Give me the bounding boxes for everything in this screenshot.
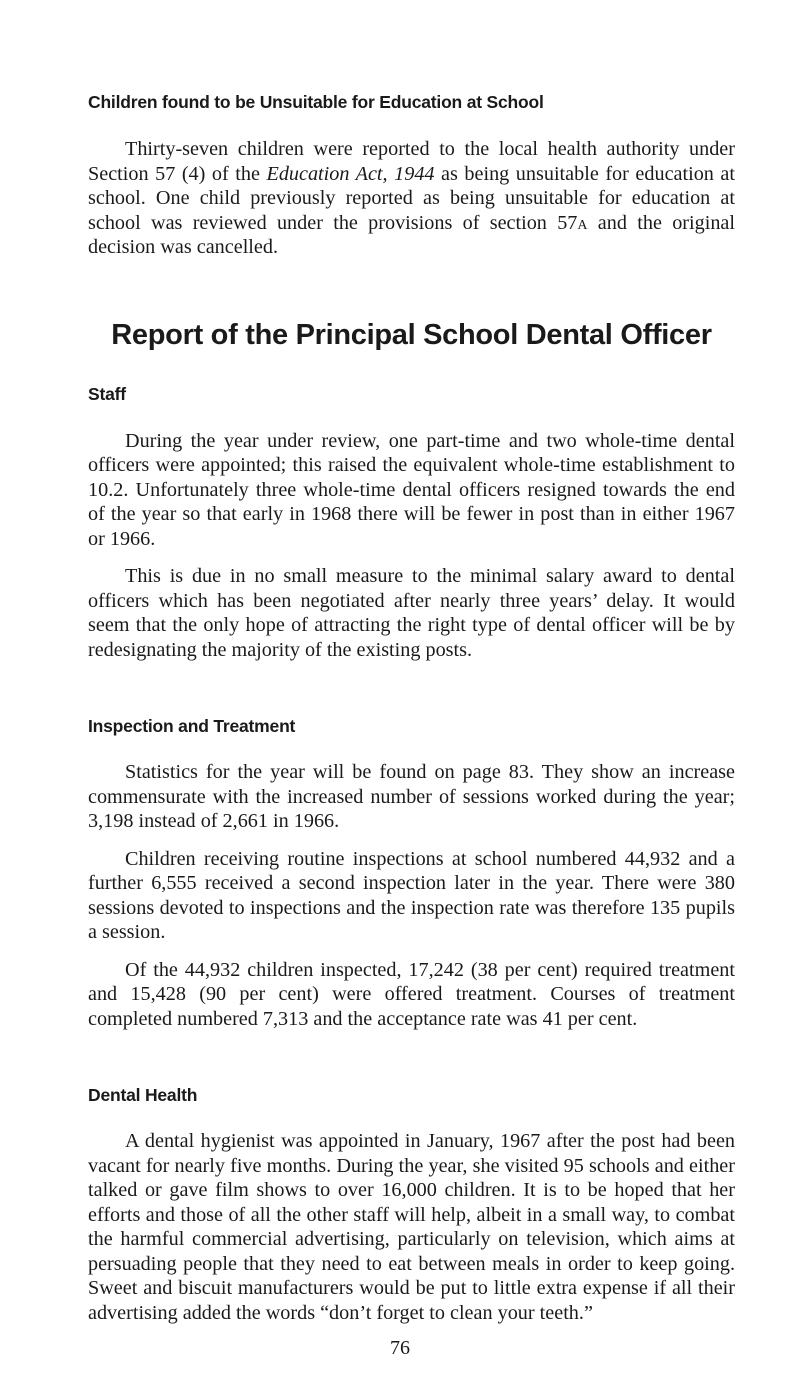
section-heading-dental-health: Dental Health xyxy=(88,1085,198,1105)
section-suffix-small-caps: a xyxy=(577,211,588,234)
paragraph-staff-2: This is due in no small measure to the minimal salary award to dental officers which has been negotiated after nearly three years’ delay. It would seem that the only hope of attracting the right type of dental officer will be by redesignating the majority of the existing posts. xyxy=(88,565,735,661)
paragraph-text: as being unsuitable for education at school. One child previously reported as being unsuitable for education at school was reviewed under the provisions of section 57 xyxy=(88,162,736,234)
paragraph-text: Thirty-seven children were reported to the local health authority under Section 57 (4) of the xyxy=(88,138,735,185)
paragraph-inspection-3: Of the 44,932 children inspected, 17,242 (38 per cent) required treatment and 15,428 (90 per cent) were offered treatment. Courses of treatment completed numbered 7,313 and the acceptance rate was 41 per cent. xyxy=(88,958,735,1030)
paragraph-inspection-1: Statistics for the year will be found on page 83. They show an increase commensurate with the increased number of sessions worked during the year; 3,198 instead of 2,661 in 1966. xyxy=(88,761,735,832)
paragraph-staff-1: During the year under review, one part-time and two whole-time dental officers were appointed; this raised the equivalent whole-time establishment to 10.2. Unfortunately three whole-time dental officers resigned towards the end of the year so that early in 1968 there will be fewer in post than in either 1967 or 1966. xyxy=(88,429,735,550)
page-number: 76 xyxy=(390,1337,410,1359)
report-title: Report of the Principal School Dental Officer xyxy=(111,318,712,351)
paragraph-dental-health: A dental hygienist was appointed in January, 1967 after the post had been vacant for nearly five months. During the year, she visited 95 schools and either talked or gave film shows to over 16,000 children. It is to be hoped that her efforts and those of all the other staff will help, albeit in a small way, to combat the harmful commercial advertising, particularly on television, which aims at persuading people that they need to eat between meals in order to keep going. Sweet and biscuit manufacturers would be put to little extra expense if all their advertising added the words “don’t forget to clean your teeth.” xyxy=(88,1130,735,1324)
paragraph-text: and the original decision was cancelled. xyxy=(88,211,736,258)
act-title-italic: Education Act, 1944 xyxy=(266,162,435,185)
paragraph-unsuitable-children xyxy=(88,137,735,260)
document-page xyxy=(88,92,735,1325)
section-heading-inspection: Inspection and Treatment xyxy=(88,716,296,736)
section-heading-staff: Staff xyxy=(88,383,126,404)
paragraph-inspection-2: Children receiving routine inspections at school numbered 44,932 and a further 6,555 received a second inspection later in the year. There were 380 sessions devoted to inspections and the inspection rate was therefore 135 pupils a session. xyxy=(88,847,735,943)
section-heading-unsuitable-children: Children found to be Unsuitable for Education at School xyxy=(88,92,544,112)
